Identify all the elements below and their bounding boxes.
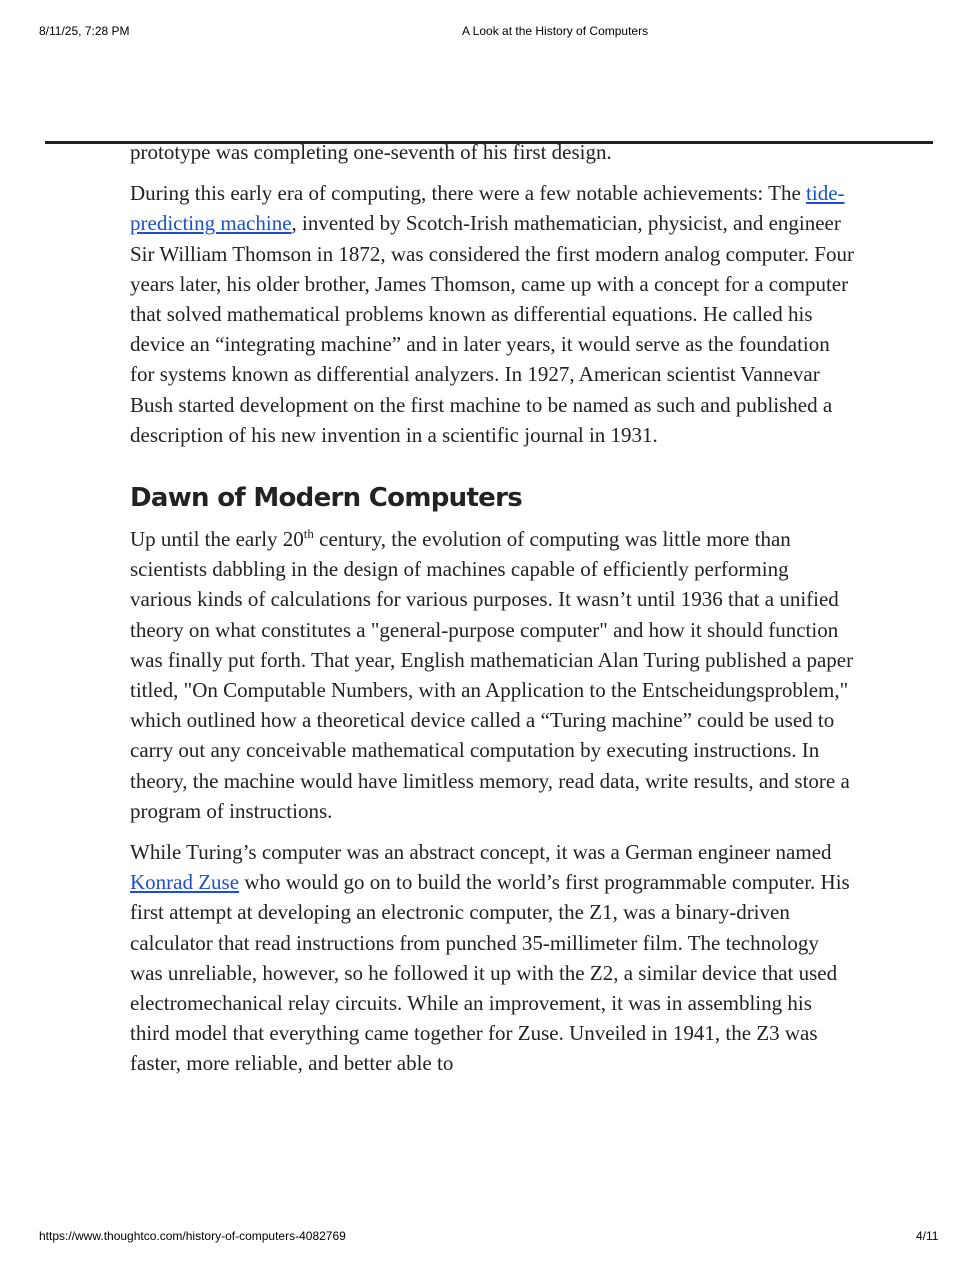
paragraph-turing bbox=[130, 524, 855, 826]
paragraph-text: Up until the early 20 bbox=[130, 527, 304, 552]
paragraph-text: century, the evolution of computing was little more than scientists dabbling in the design of machines capable of efficiently performing various kinds of calculations for various purposes. It wasn’t until 1936 that a unified theory on what constitutes a "general-purpose computer" and how it should function was finally put forth. That year, English mathematician Alan Turing published a paper titled, "On Computable Numbers, with an Application to the Entscheidungsproblem," which outlined how a theoretical device called a “Turing machine” could be used to carry out any conceivable mathematical computation by executing instructions. In theory, the machine would have limitless memory, read data, write results, and store a program of instructions. bbox=[130, 527, 854, 823]
section-heading: Dawn of Modern Computers bbox=[130, 483, 523, 514]
paragraph-text: While Turing’s computer was an abstract concept, it was a German engineer named bbox=[130, 840, 832, 865]
paragraph-zuse bbox=[130, 837, 855, 1079]
print-header-title: A Look at the History of Computers bbox=[462, 24, 649, 38]
print-footer-url: https://www.thoughtco.com/history-of-computers-4082769 bbox=[39, 1229, 346, 1243]
print-header-datetime: 8/11/25, 7:28 PM bbox=[39, 24, 130, 38]
print-footer-page: 4/11 bbox=[916, 1229, 939, 1243]
paragraph-text: During this early era of computing, there were a few notable achievements: The bbox=[130, 181, 807, 206]
paragraph-text: , invented by Scotch-Irish mathematician, physicist, and engineer Sir William Thomson in 1872, was considered the first modern analog computer. Four years later, his older brother, James Thomson, came up with a concept for a computer that solved mathematical problems known as differential equations. He called his device an “integrating machine” and in later years, it would serve as the foundation for systems known as differential analyzers. In 1927, American scientist Vannevar Bush started development on the first machine to be named as such and published a description of his new invention in a scientific journal in 1931. bbox=[130, 211, 854, 447]
article-body bbox=[130, 137, 855, 1090]
paragraph-continuation bbox=[130, 137, 855, 167]
paragraph-text: prototype was completing one-seventh of his first design. bbox=[130, 140, 612, 164]
paragraph-early-era bbox=[130, 178, 855, 450]
paragraph-text: who would go on to build the world’s first programmable computer. His first attempt at developing an electronic computer, the Z1, was a binary-driven calculator that read instructions from punched 35-millimeter film. The technology was unreliable, however, so he followed it up with the Z2, a similar device that used electromechanical relay circuits. While an improvement, it was in assembling his third model that everything came together for Zuse. Unveiled in 1941, the Z3 was faster, more reliable, and better able to bbox=[130, 870, 850, 1076]
superscript-th: th bbox=[303, 526, 314, 542]
tide-predicting-machine-link[interactable]: tide-predicting machine bbox=[130, 181, 845, 236]
konrad-zuse-link[interactable]: Konrad Zuse bbox=[130, 870, 240, 895]
